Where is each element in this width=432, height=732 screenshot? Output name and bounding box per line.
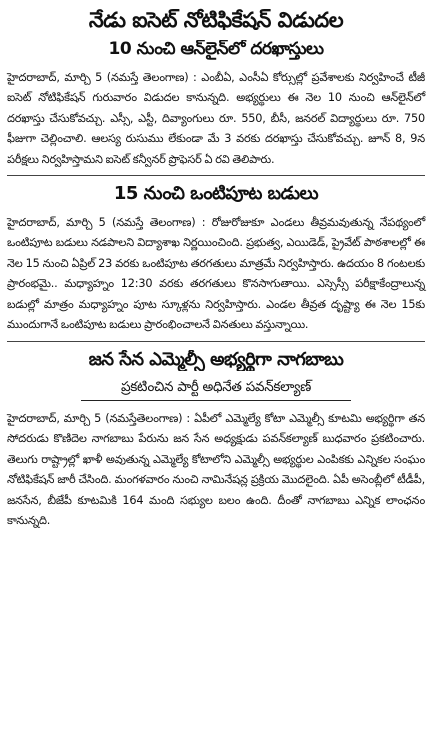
article1-subheadline: 10 నుంచి ఆన్‌లైన్‌లో దరఖాస్తులు [108,40,324,60]
article3-subheadline: ప్రకటించిన పార్టీ అధినేత పవన్‌కల్యాణ్ [81,379,351,401]
article1-headline: నేడు ఐసెట్ నోటిఫికేషన్ విడుదల [88,8,344,32]
article2-headline: 15 నుంచి ఒంటిపూట బడులు [113,184,319,205]
section-divider [7,175,425,176]
article1-body: హైదరాబాద్, మార్చి 5 (నమస్తే తెలంగాణ) : ఎంబీఏ, ఎంసీఏ కోర్సుల్లో ప్రవేశాలకు నిర్వహించే టీజీ ఐసెట్ నోటిఫికేషన్ గురువారం విడుదల కానున్నది. అభ్యర్థులు ఈ నెల 10 నుంచి ఆన్‌లైన్‌లో దరఖాస్తు చేసుకోవచ్చు. ఎస్సీ, ఎస్టీ, దివ్యాంగులు రూ. 550, బీసీ, జనరల్ విద్యార్థులు రూ. 750 ఫీజుగా చెల్లించాలి. ఆలస్య రుసుము లేకుండా మే 3 వరకు దరఖాస్తు చేసుకోవచ్చు. జూన్ 8, 9న పరీక్షలు నిర్వహిస్తామని ఐసెట్ కన్వీనర్ ప్రొఫెసర్ ఏ రవి తెలిపారు. [7,70,425,166]
article2-body: హైదరాబాద్, మార్చి 5 (నమస్తే తెలంగాణ) : రోజురోజుకూ ఎండలు తీవ్రమవుతున్న నేపథ్యంలో ఒంటిపూట బడులు నడపాలని విద్యాశాఖ నిర్ణయించింది. ప్రభుత్వ, ఎయిడెడ్, ప్రైవేట్ పాఠశాలల్లో ఈ నెల 15 నుంచి ఏప్రిల్ 23 వరకు ఒంటిపూట తరగతులు మాత్రమే నిర్వహిస్తారు. ఉదయం 8 గంటలకు ప్రారంభమై.. మధ్యాహ్నం 12:30 వరకు తరగతులు కొనసాగుతాయి. ఎస్సెస్సీ పరీక్షాకేంద్రాలున్న బడుల్లో మాత్రం మధ్యాహ్నం పూట స్కూళ్లను నిర్వహిస్తారు. ఎండల తీవ్రత దృష్ట్యా ఈ నెల 15కు ముందుగానే ఒంటిపూట బడులు ప్రారంభించాలనే వినతులు వస్తున్నాయి. [7,215,425,332]
section-divider [7,341,425,342]
article3-body: హైదరాబాద్, మార్చి 5 (నమస్తేతెలంగాణ) : ఏపీలో ఎమ్మెల్యే కోటా ఎమ్మెల్సీ కూటమి అభ్యర్థిగా తన సోదరుడు కొణిదెల నాగబాబు పేరును జన సేన అధ్యక్షుడు పవన్‌కల్యాణ్ బుధవారం ప్రకటించారు. తెలుగు రాష్ట్రాల్లో ఖాళీ అవుతున్న ఎమ్మెల్యే కోటాలోని ఎమ్మెల్సీ అభ్యర్థుల ఎంపికకు ఎన్నికల సంఘం నోటిఫికేషన్ జారీ చేసింది. మంగళవారం నుంచి నామినేషన్ల ప్రక్రియ మొదలైంది. ఏపీ అసెంబ్లీలో టీడీపీ, జనసేన, బీజేపీ కూటమికి 164 మంది సభ్యుల బలం ఉంది. దీంతో నాగబాబు ఎన్నిక లాంఛనం కానున్నది. [7,411,425,528]
article3-headline: జన సేన ఎమ్మెల్సీ అభ్యర్థిగా నాగబాబు [88,349,344,370]
